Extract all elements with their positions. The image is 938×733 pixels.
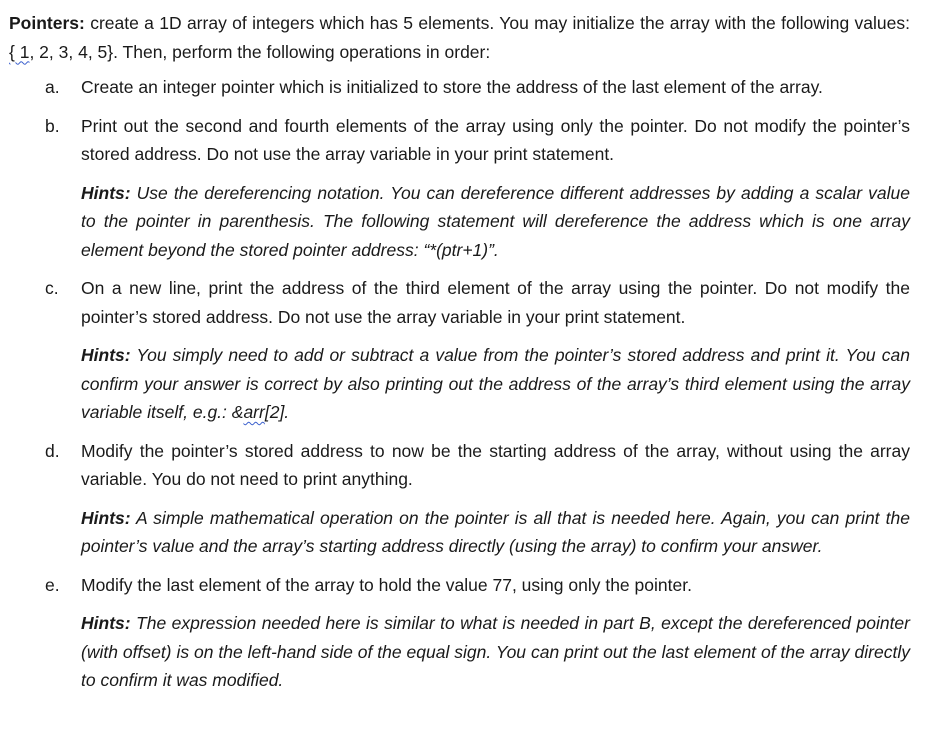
intro-text-1: create a 1D array of integers which has 5 elements. You may initialize the array with the following values: bbox=[84, 13, 910, 33]
intro-paragraph bbox=[9, 9, 910, 66]
item-letter: a. bbox=[45, 77, 60, 97]
hint-text-1: You simply need to add or subtract a value from the pointer’s stored address and print it. You can confirm your answer is correct by also printing out the address of the array’s third element using the array variable itself, e.g.: & bbox=[81, 345, 910, 422]
list-item-b bbox=[9, 112, 910, 265]
hint-label: Hints: bbox=[81, 182, 131, 203]
intro-spellcheck-text: { 1 bbox=[9, 41, 30, 62]
item-text: Print out the second and fourth elements of the array using only the pointer. Do not modify the pointer’s stored address. Do not use the array variable in your print statement. bbox=[81, 115, 910, 164]
hint-text-2: [2]. bbox=[264, 402, 290, 422]
item-text: Modify the pointer’s stored address to now be the starting address of the array, without using the array variable. You do not need to print anything. bbox=[81, 440, 910, 489]
list-item-c bbox=[9, 274, 910, 427]
hint-label: Hints: bbox=[81, 613, 131, 633]
list-item-d bbox=[9, 437, 910, 561]
hint-text: A simple mathematical operation on the pointer is all that is needed here. Again, you can print the pointer’s value and the array’s starting address directly (using the array) to confirm your answer. bbox=[81, 507, 910, 556]
hint-paragraph bbox=[81, 341, 910, 427]
item-letter: e. bbox=[45, 574, 60, 595]
hint-paragraph bbox=[81, 179, 910, 265]
item-letter: d. bbox=[45, 440, 60, 461]
item-text: Create an integer pointer which is initialized to store the address of the last element of the array. bbox=[81, 77, 823, 97]
item-text: Modify the last element of the array to hold the value 77, using only the pointer. bbox=[81, 574, 692, 595]
hint-paragraph bbox=[81, 504, 910, 561]
hint-label: Hints: bbox=[81, 507, 131, 528]
list-item-a bbox=[9, 73, 910, 102]
hint-text: Use the dereferencing notation. You can dereference different addresses by adding a scalar value to the pointer in parenthesis. The following statement will dereference the address which is one array element beyond the stored pointer address: “*(ptr+1)”. bbox=[81, 182, 910, 260]
intro-label: Pointers: bbox=[9, 13, 85, 33]
list-item-e bbox=[9, 571, 910, 695]
item-text: On a new line, print the address of the third element of the array using the pointer. Do not modify the pointer’s stored address. Do not use the array variable in your print statement. bbox=[81, 278, 910, 327]
item-letter: c. bbox=[45, 278, 59, 298]
hint-text: The expression needed here is similar to what is needed in part B, except the dereferenced pointer (with offset) is on the left-hand side of the equal sign. You can print out the last element of the array directly to confirm it was modified. bbox=[81, 613, 910, 690]
hint-label: Hints: bbox=[81, 345, 131, 365]
hint-paragraph bbox=[81, 609, 910, 695]
intro-text-2: , 2, 3, 4, 5}. Then, perform the following operations in order: bbox=[29, 41, 491, 62]
hint-spellcheck-text: arr bbox=[243, 402, 265, 422]
item-letter: b. bbox=[45, 115, 60, 136]
